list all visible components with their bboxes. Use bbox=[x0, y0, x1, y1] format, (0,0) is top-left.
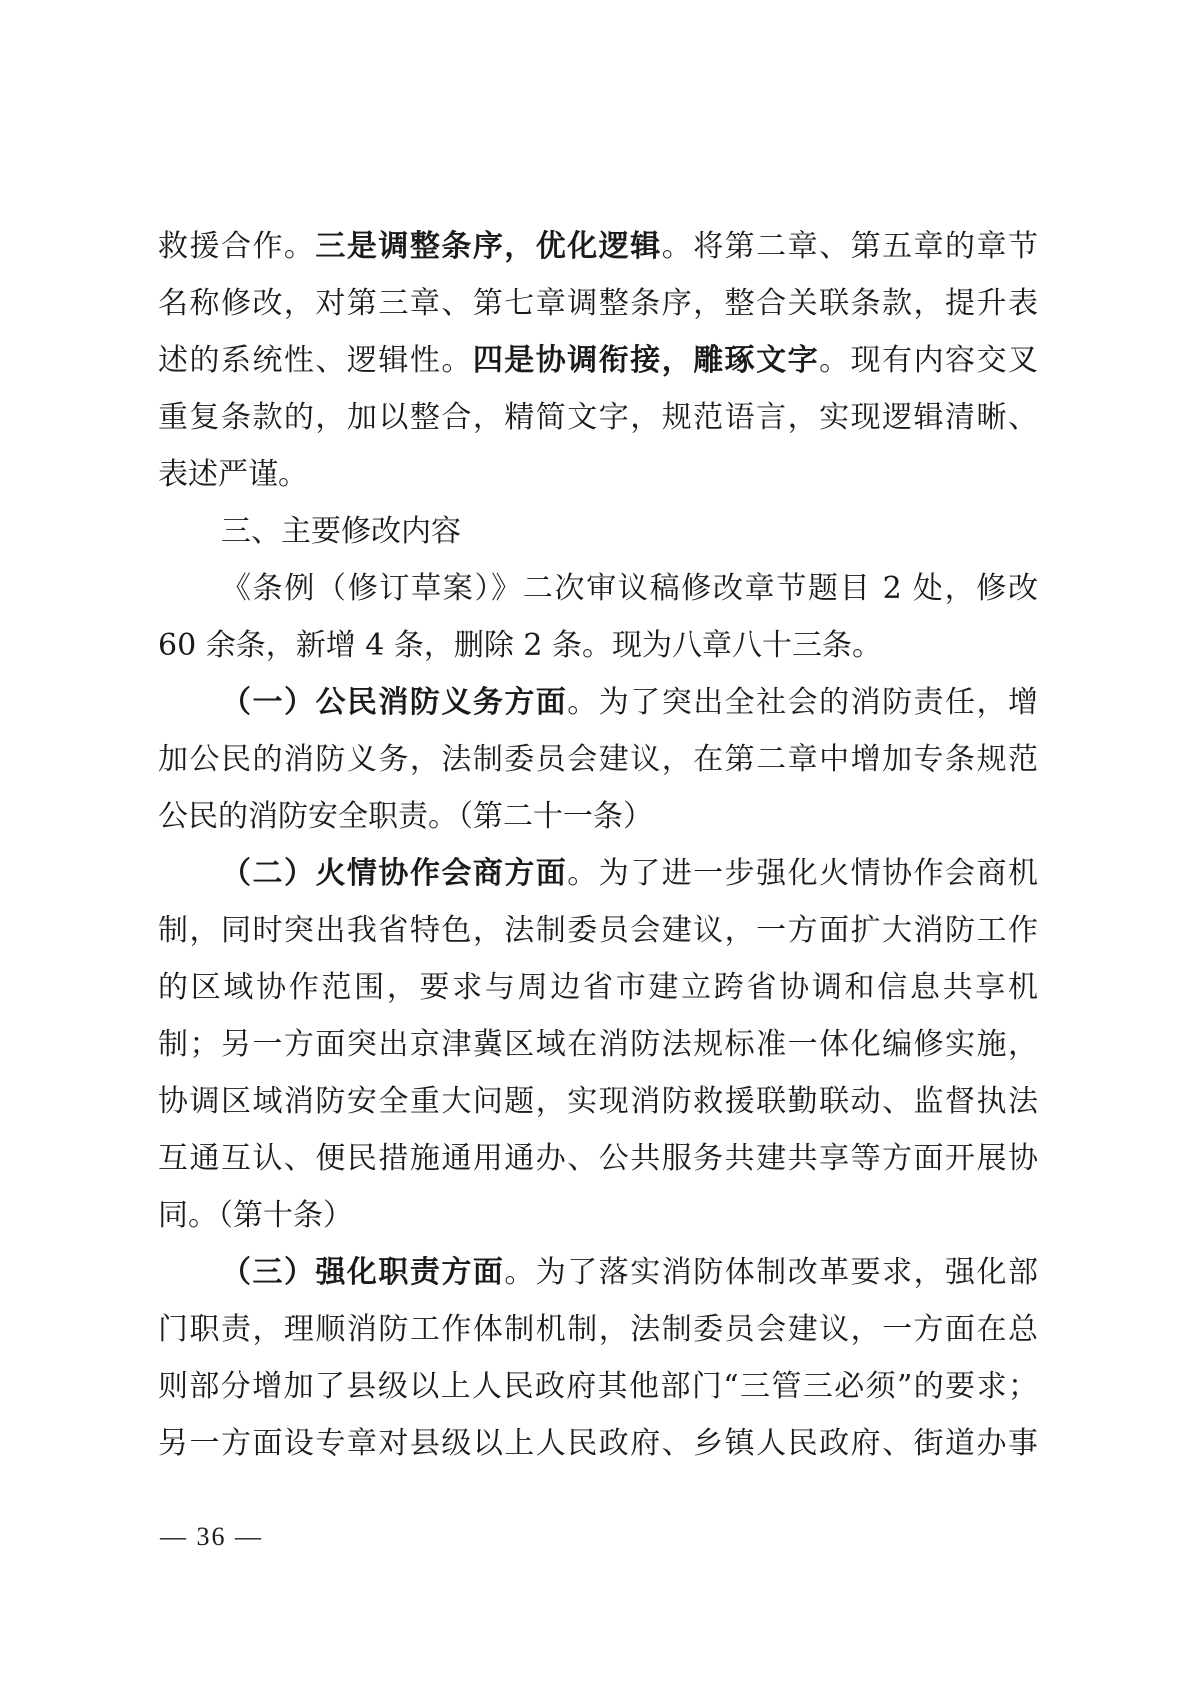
text-line bbox=[158, 1244, 1038, 1301]
body-text: 则部分增加了县级以上人民政府其他部门“三管三必须”的要求； bbox=[158, 1369, 1038, 1404]
bold-heading-text: （一）公民消防义务方面 bbox=[221, 685, 568, 720]
body-text: 三、主要修改内容 bbox=[221, 514, 461, 549]
body-text: 制，同时突出我省特色，法制委员会建议，一方面扩大消防工作 bbox=[158, 913, 1038, 948]
body-text: 重复条款的，加以整合，精简文字，规范语言，实现逻辑清晰、 bbox=[158, 400, 1038, 435]
text-line bbox=[158, 218, 1038, 275]
body-text: 。为了落实消防体制改革要求，强化部 bbox=[504, 1255, 1039, 1290]
body-text: 互通互认、便民措施通用通办、公共服务共建共享等方面开展协 bbox=[158, 1141, 1038, 1176]
text-line bbox=[158, 446, 1038, 503]
body-text: 60 余条，新增 4 条，删除 2 条。现为八章八十三条。 bbox=[158, 628, 883, 663]
text-line bbox=[158, 845, 1038, 902]
body-text: 制；另一方面突出京津冀区域在消防法规标准一体化编修实施， bbox=[158, 1027, 1038, 1062]
body-text: 的区域协作范围，要求与周边省市建立跨省协调和信息共享机 bbox=[158, 970, 1038, 1005]
text-line bbox=[158, 902, 1038, 959]
text-line bbox=[158, 617, 1038, 674]
text-line bbox=[158, 1187, 1038, 1244]
text-line bbox=[158, 731, 1038, 788]
text-line bbox=[158, 674, 1038, 731]
bold-heading-text: 三是调整条序，优化逻辑 bbox=[315, 229, 662, 264]
page-number: — 36 — bbox=[160, 1522, 263, 1551]
body-text: 同。（第十条） bbox=[158, 1198, 353, 1233]
body-text: 。现有内容交叉 bbox=[819, 343, 1039, 378]
text-line bbox=[158, 332, 1038, 389]
text-line bbox=[158, 1358, 1038, 1415]
body-text: 名称修改，对第三章、第七章调整条序，整合关联条款，提升表 bbox=[158, 286, 1038, 321]
body-text: 。为了进一步强化火情协作会商机 bbox=[567, 856, 1039, 891]
bold-heading-text: 四是协调衔接，雕琢文字 bbox=[472, 343, 820, 378]
text-line bbox=[158, 503, 1038, 560]
text-line bbox=[158, 959, 1038, 1016]
text-line bbox=[158, 275, 1038, 332]
text-line bbox=[158, 1301, 1038, 1358]
document-body bbox=[158, 218, 1038, 1472]
body-text: 另一方面设专章对县级以上人民政府、乡镇人民政府、街道办事 bbox=[158, 1426, 1038, 1461]
body-text: 救援合作。 bbox=[158, 229, 316, 264]
body-text: 。为了突出全社会的消防责任，增 bbox=[567, 685, 1039, 720]
body-text: 《条例（修订草案）》二次审议稿修改章节题目 2 处，修改 bbox=[221, 571, 1038, 606]
text-line bbox=[158, 389, 1038, 446]
text-line bbox=[158, 1016, 1038, 1073]
text-line bbox=[158, 788, 1038, 845]
body-text: 。将第二章、第五章的章节 bbox=[661, 229, 1039, 264]
bold-heading-text: （二）火情协作会商方面 bbox=[221, 856, 568, 891]
body-text: 公民的消防安全职责。（第二十一条） bbox=[158, 799, 653, 834]
text-line bbox=[158, 1415, 1038, 1472]
bold-heading-text: （三）强化职责方面 bbox=[221, 1255, 505, 1290]
text-line bbox=[158, 1073, 1038, 1130]
text-line bbox=[158, 1130, 1038, 1187]
body-text: 门职责，理顺消防工作体制机制，法制委员会建议，一方面在总 bbox=[158, 1312, 1038, 1347]
body-text: 加公民的消防义务，法制委员会建议，在第二章中增加专条规范 bbox=[158, 742, 1038, 777]
text-line bbox=[158, 560, 1038, 617]
body-text: 表述严谨。 bbox=[158, 457, 308, 492]
body-text: 协调区域消防安全重大问题，实现消防救援联勤联动、监督执法 bbox=[158, 1084, 1038, 1119]
body-text: 述的系统性、逻辑性。 bbox=[158, 343, 473, 378]
